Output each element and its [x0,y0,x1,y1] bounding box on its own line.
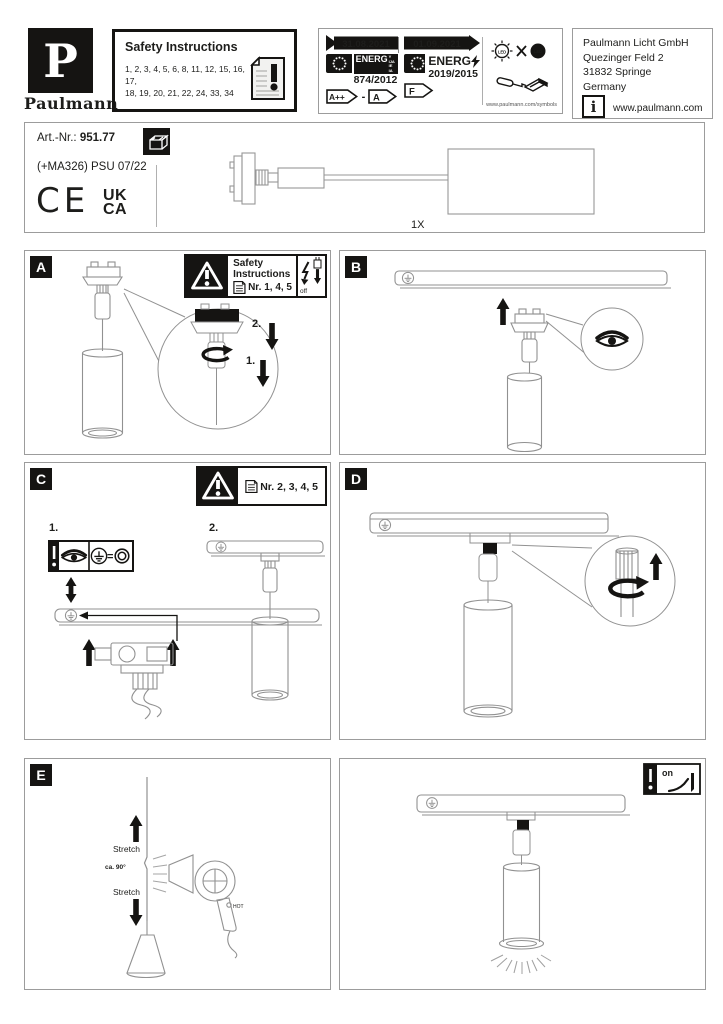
panel-d-label: D [345,468,367,490]
panel-f [339,758,706,990]
spotlight-cylinder-2 [252,617,288,700]
energy-new-column [404,35,480,98]
step-1-label: 1. [246,355,256,367]
up-arrow-icon [83,639,96,666]
up-arrow-icon [497,298,510,325]
track-adapter [83,262,122,351]
double-arrow-icon [66,577,77,603]
lightning-icon [471,55,480,68]
power-off-icon: off [296,256,325,296]
energ-old-word: ENERG Y IJA IE IA [354,54,398,74]
quantity-label: 1X [411,219,425,231]
eu-flag-icon [326,54,352,73]
ground-symbol-icon [91,548,106,563]
pendant-cable [145,777,148,921]
hair-dryer [169,855,237,958]
knurled-knob [517,820,529,830]
panel-c-warning-box: Nr. 2, 3, 4, 5 [196,466,327,506]
ground-symbol-icon [379,519,390,530]
valid-until-badge [326,35,398,51]
class-a-plus-plus-tag [326,89,359,104]
ground-symbol-icon [402,272,413,283]
heat-lines [153,855,167,892]
power-cord [228,931,237,958]
valid-from-badge [404,35,480,51]
panel-e-illustration [25,759,329,988]
manufacturer-address-box [572,28,713,119]
ground-symbol-icon [65,610,76,621]
class2-symbol-icon [115,549,129,563]
svg-text:LED: LED [533,49,543,55]
variant-info: (+MA326) PSU 07/22 [37,161,147,173]
panel-b [339,250,706,455]
inline-connector [278,168,324,188]
svg-text:A++: A++ [328,91,345,102]
panel-c [24,462,331,740]
ground-symbol-icon [427,798,438,809]
step-1-label: 1. [49,522,59,534]
product-diagram [25,123,704,232]
ground-pointer-line [87,616,177,642]
led-replaceable-icons [491,37,553,65]
ukca-mark: UK CA [103,187,128,218]
svg-text:31.08.2021: 31.08.2021 [342,39,390,50]
energy-label-box [318,28,563,114]
check-ground-box [49,541,133,571]
panel-a [24,250,331,455]
class-a-tag [368,89,398,104]
paulmann-logo [28,28,93,93]
spotlight-cylinder [464,600,512,717]
track-rail [395,271,671,288]
energy-old-column [326,35,398,104]
eye-icon [62,551,85,562]
svg-text:A: A [373,91,381,103]
hot-label: HOT [233,904,244,910]
track-rail [55,609,322,625]
product-overview-box [24,122,705,233]
equals-sign: = [107,551,114,563]
info-icon: i [582,95,605,118]
angle-label: ca. 90° [105,864,126,871]
brand-name: Paulmann [24,94,119,113]
safety-instructions-box [112,29,297,112]
knurled-knob [483,543,497,554]
cross-icon [517,46,526,56]
class-f-tag [404,83,434,98]
light-rays [491,955,551,974]
svg-text:F: F [409,86,415,98]
date-separator [398,37,399,53]
symbols-url: www.paulmann.com/symbols [486,102,557,108]
manufacturer-address: Paulmann Licht GmbH Quezinger Feld 2 31832 Springe Germany [583,37,689,93]
warning-triangle-icon [186,256,228,296]
stretch-bottom-label: Stretch [113,887,140,897]
energ-new-word: ENERG [428,54,471,68]
switch-on-box [643,763,701,795]
warning-triangle-icon [198,468,238,504]
svg-text:01.09.2021: 01.09.2021 [413,39,461,50]
stretch-top-label: Stretch [113,844,140,854]
spotlight-cylinder [500,863,544,949]
ce-mark: CE [36,181,90,221]
up-arrow-icon [130,815,143,842]
plug-icon [314,257,321,268]
cable [132,689,150,719]
screwdriver-icon [495,67,551,97]
panel-b-illustration [340,251,704,453]
svg-text:LED: LED [497,49,507,55]
track-adapter [470,533,510,603]
down-arrow-icon [130,899,143,926]
track-adapter [511,309,548,373]
panel-d [339,462,706,740]
adapter-underside [95,643,173,719]
lamp-shade [127,921,165,978]
manual-icon [245,480,258,493]
energy-divider [482,37,483,105]
on-label: on [662,768,673,778]
panel-a-label: A [30,256,52,278]
step-2-label: 2. [252,318,262,330]
track-adapter [507,812,535,865]
panel-d-illustration [340,463,704,738]
document-warning-icon [249,56,287,102]
safety-numbers: 1, 2, 3, 4, 5, 6, 8, 11, 12, 15, 16, 17, 18, 19, 20, 21, 22, 24, 33, 34 [125,64,245,98]
panel-e-label: E [30,764,52,786]
left-arrowhead [79,612,88,620]
adapter-plate [234,156,242,201]
ground-symbol-icon [216,542,226,552]
psu-driver-box [448,149,594,214]
panel-c-label: C [30,468,52,490]
new-regulation: 2019/2015 [428,68,478,80]
safety-title: Safety Instructions [125,40,238,54]
panel-e [24,758,331,990]
step-2-label: 2. [209,522,219,534]
spotlight-cylinder [508,373,542,452]
panel-b-label: B [345,256,367,278]
website-link[interactable]: www.paulmann.com [613,103,703,114]
logo-letter: P [43,33,78,88]
manual-icon [233,281,246,294]
panel-a-warning-box: Safety Instructions Nr. 1, 4, 5 off [184,254,327,298]
eu-flag-icon [404,54,425,73]
spotlight-cylinder [83,349,123,438]
old-regulation: 874/2012 [353,74,398,86]
article-number: Art.-Nr.: 951.77 [37,132,116,144]
class-dash: - [361,90,366,103]
